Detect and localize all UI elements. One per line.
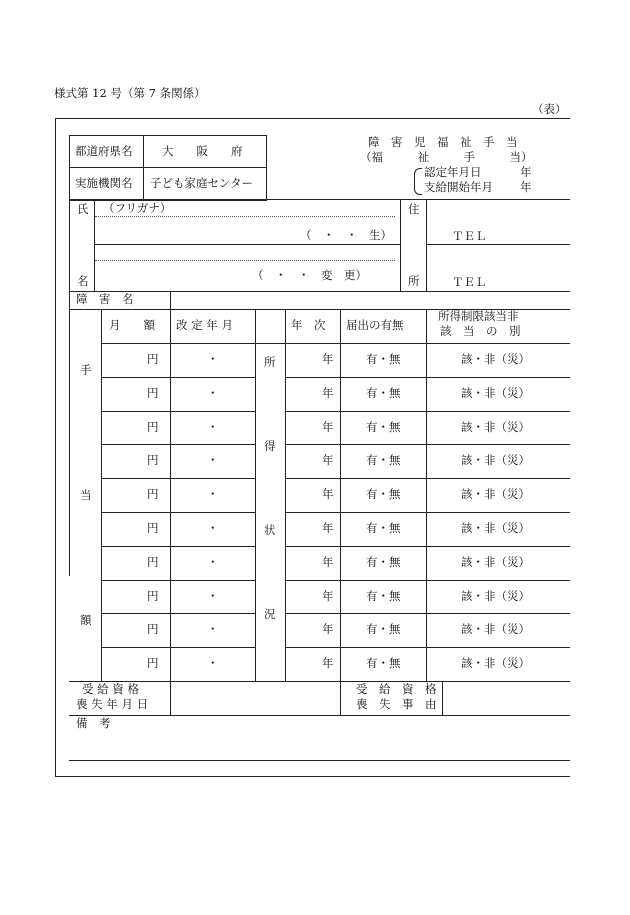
row-divider xyxy=(285,613,570,614)
report-cell[interactable]: 有・無 xyxy=(366,554,401,569)
report-cell[interactable]: 有・無 xyxy=(366,419,401,434)
outer-frame-top xyxy=(55,118,570,119)
revision-date-cell[interactable]: ・ xyxy=(207,588,219,603)
monthly-yen-cell[interactable]: 円 xyxy=(147,521,159,535)
year-cell[interactable]: 年 xyxy=(322,487,334,502)
name-label-top: 氏 xyxy=(77,202,89,216)
allowance-title: 障 害 児 福 祉 手 当 xyxy=(368,135,518,149)
monthly-yen-cell[interactable]: 円 xyxy=(147,352,159,366)
monthly-yen-cell[interactable]: 円 xyxy=(147,656,159,671)
monthly-yen-cell[interactable]: 円 xyxy=(147,554,159,569)
report-cell[interactable]: 有・無 xyxy=(366,521,401,535)
income-status-char: 況 xyxy=(264,607,276,621)
revision-date-cell[interactable]: ・ xyxy=(207,521,219,535)
monthly-yen-cell[interactable]: 円 xyxy=(147,419,159,434)
allowance-side-char: 当 xyxy=(80,488,92,502)
year-cell[interactable]: 年 xyxy=(322,656,334,671)
report-cell[interactable]: 有・無 xyxy=(366,385,401,400)
disability-label: 障 害 名 xyxy=(76,292,134,306)
cert-date-label: 認定年月日 xyxy=(424,165,482,179)
row-divider xyxy=(101,546,255,547)
year-cell[interactable]: 年 xyxy=(322,521,334,535)
income-status-char: 所 xyxy=(264,355,276,369)
row-divider xyxy=(285,546,570,547)
tel-label-2: ＴＥＬ xyxy=(452,275,487,289)
year-cell[interactable]: 年 xyxy=(322,419,334,434)
report-cell[interactable]: 有・無 xyxy=(366,622,401,637)
allowance-side-char: 額 xyxy=(80,613,92,627)
allowance-sub: （福 祉 手 当） xyxy=(360,150,533,164)
revision-date-cell[interactable]: ・ xyxy=(207,656,219,671)
report-cell[interactable]: 有・無 xyxy=(366,588,401,603)
row-divider xyxy=(101,613,255,614)
report-cell[interactable]: 有・無 xyxy=(366,453,401,468)
row-divider xyxy=(101,377,255,378)
income-limit-cell[interactable]: 該・非（災） xyxy=(461,453,530,468)
row-divider xyxy=(285,512,570,513)
row-divider xyxy=(285,444,570,445)
bracket-icon xyxy=(414,168,422,195)
change-date-field[interactable]: （ ・ ・ 変 更） xyxy=(252,268,367,282)
allowance-side-char: 手 xyxy=(80,363,92,377)
agency-value: 子ども家庭センター xyxy=(150,176,254,190)
header-limit-line2: 該 当 の 別 xyxy=(440,324,521,338)
remarks-label: 備 考 xyxy=(76,716,111,730)
income-limit-cell[interactable]: 該・非（災） xyxy=(461,352,530,366)
row-divider xyxy=(285,647,570,648)
row-divider xyxy=(285,377,570,378)
monthly-yen-cell[interactable]: 円 xyxy=(147,487,159,502)
header-year: 年 次 xyxy=(291,318,326,332)
remarks-input[interactable] xyxy=(170,716,570,759)
monthly-yen-cell[interactable]: 円 xyxy=(147,588,159,603)
birth-date-field[interactable]: （ ・ ・ 生） xyxy=(300,228,392,242)
row-divider xyxy=(101,478,255,479)
tel-label-1: ＴＥＬ xyxy=(452,229,487,243)
header-limit-line1: 所得制限該当非 xyxy=(438,309,519,323)
revision-date-cell[interactable]: ・ xyxy=(207,453,219,468)
revision-date-cell[interactable]: ・ xyxy=(207,385,219,400)
revision-date-cell[interactable]: ・ xyxy=(207,352,219,366)
loss-date-label-line2: 喪 失 年 月 日 xyxy=(76,697,149,711)
row-divider xyxy=(285,478,570,479)
header-monthly: 月 額 xyxy=(109,318,155,332)
row-divider xyxy=(101,647,255,648)
income-status-char: 状 xyxy=(264,523,276,537)
year-cell[interactable]: 年 xyxy=(322,622,334,637)
cert-date-year: 年 xyxy=(520,165,532,179)
monthly-yen-cell[interactable]: 円 xyxy=(147,622,159,637)
year-cell[interactable]: 年 xyxy=(322,588,334,603)
outer-frame-bottom xyxy=(55,776,570,777)
income-limit-cell[interactable]: 該・非（災） xyxy=(461,588,530,603)
revision-date-cell[interactable]: ・ xyxy=(207,622,219,637)
row-divider xyxy=(101,444,255,445)
monthly-yen-cell[interactable]: 円 xyxy=(147,385,159,400)
year-cell[interactable]: 年 xyxy=(322,385,334,400)
row-divider xyxy=(285,580,570,581)
address-label-bottom: 所 xyxy=(408,274,420,288)
loss-reason-label-line1: 受 給 資 格 xyxy=(356,682,437,696)
revision-date-cell[interactable]: ・ xyxy=(207,419,219,434)
income-limit-cell[interactable]: 該・非（災） xyxy=(461,622,530,637)
report-cell[interactable]: 有・無 xyxy=(366,352,401,366)
prefecture-value: 大 阪 府 xyxy=(162,144,243,158)
income-limit-cell[interactable]: 該・非（災） xyxy=(461,554,530,569)
year-cell[interactable]: 年 xyxy=(322,453,334,468)
revision-date-cell[interactable]: ・ xyxy=(207,487,219,502)
row-divider xyxy=(101,512,255,513)
monthly-yen-cell[interactable]: 円 xyxy=(147,453,159,468)
row-divider xyxy=(101,411,255,412)
revision-date-cell[interactable]: ・ xyxy=(207,554,219,569)
income-limit-cell[interactable]: 該・非（災） xyxy=(461,487,530,502)
income-limit-cell[interactable]: 該・非（災） xyxy=(461,656,530,671)
row-divider xyxy=(285,411,570,412)
pay-start-year: 年 xyxy=(520,180,532,194)
name-label-bottom: 名 xyxy=(77,274,89,288)
income-limit-cell[interactable]: 該・非（災） xyxy=(461,419,530,434)
address-label-top: 住 xyxy=(408,202,420,216)
form-title: 様式第 12 号（第 7 条関係） xyxy=(54,86,206,100)
income-limit-cell[interactable]: 該・非（災） xyxy=(461,521,530,535)
income-limit-cell[interactable]: 該・非（災） xyxy=(461,385,530,400)
furigana-label: （フリガナ） xyxy=(103,201,172,215)
header-revision: 改 定 年 月 xyxy=(176,318,233,332)
year-cell[interactable]: 年 xyxy=(322,352,334,366)
report-cell[interactable]: 有・無 xyxy=(366,656,401,671)
loss-date-label-line1: 受 給 資 格 xyxy=(82,682,139,696)
year-cell[interactable]: 年 xyxy=(322,554,334,569)
row-divider xyxy=(101,580,255,581)
loss-reason-label-line2: 喪 失 事 由 xyxy=(356,697,437,711)
agency-label: 実施機関名 xyxy=(75,176,133,190)
side-label: （表） xyxy=(532,102,567,116)
prefecture-label: 都道府県名 xyxy=(75,144,133,158)
header-report: 届出の有無 xyxy=(346,318,404,332)
pay-start-label: 支給開始年月 xyxy=(424,180,493,194)
outer-frame-left xyxy=(55,118,56,776)
income-status-char: 得 xyxy=(264,439,276,453)
report-cell[interactable]: 有・無 xyxy=(366,487,401,502)
